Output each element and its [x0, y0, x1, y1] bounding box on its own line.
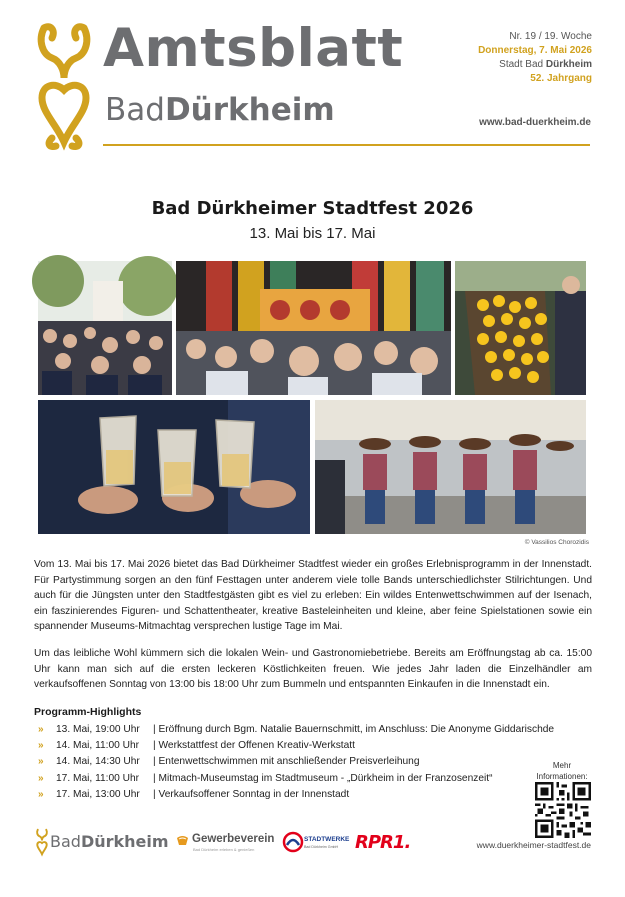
header-website-link[interactable]: www.bad-duerkheim.de: [479, 117, 591, 128]
header-divider: [103, 144, 590, 146]
article-dateline: 13. Mai bis 17. Mai: [249, 225, 376, 242]
chevron-right-icon: »: [38, 772, 44, 784]
issue-date: Donnerstag, 7. Mai 2026: [478, 45, 592, 56]
more-info-line2: Informationen:: [536, 772, 588, 781]
issue-volume: 52. Jahrgang: [530, 73, 592, 84]
highlights-list: [38, 721, 554, 802]
issue-number: Nr. 19 / 19. Woche: [509, 31, 592, 42]
rpr1-logo: RPR1.: [355, 832, 411, 853]
issue-city-light: Stadt Bad: [499, 59, 544, 70]
highlight-item: [38, 770, 554, 786]
masthead-title: Amtsblatt: [103, 18, 404, 79]
highlight-item: [38, 721, 554, 737]
highlight-item: [38, 786, 554, 802]
highlight-date: 14. Mai, 14:30 Uhr: [56, 756, 140, 768]
bad-duerkheim-footer-logo-icon: [36, 828, 48, 856]
highlight-item: [38, 754, 554, 770]
masthead-subtitle: [105, 92, 335, 128]
footer-bad-duerkheim-logo: [50, 832, 169, 851]
footer-bdk-light: Bad: [50, 832, 81, 851]
bad-duerkheim-logo-icon: [36, 20, 92, 150]
gewerbeverein-name: Gewerbeverein: [192, 833, 275, 845]
stadtwerke-logo: [282, 831, 350, 855]
highlights-title: Programm-Highlights: [34, 706, 142, 718]
gewerbeverein-tagline: Bad Dürkheim erleben & genießen: [193, 847, 255, 852]
photo-credit: © Vassilios Chorozidis: [524, 539, 589, 546]
issue-info: [478, 30, 592, 86]
chevron-right-icon: »: [38, 739, 44, 751]
footer-website-link[interactable]: www.duerkheimer-stadtfest.de: [476, 840, 591, 850]
article-paragraph-2: Um das leibliche Wohl kümmern sich die lokalen Wein- und Gastronomiebetriebe. Bereits am Eröffnungstag ab ca. 15:00 Uhr kann man sich auf die ersten leckeren Köstlichkeiten freuen. Wie jedes Jahr laden die Einzelhändler am verkaufsoffenen Sonntag von 13:00 bis 18:00 Uhr zum Bummeln und entspannten Einkaufen in die Innenstadt ein.: [34, 648, 592, 691]
article-headline: Bad Dürkheimer Stadtfest 2026: [151, 198, 474, 219]
article-paragraph-1: Vom 13. Mai bis 17. Mai 2026 bietet das Bad Dürkheimer Stadtfest wieder ein großes Erlebnisprogramm in der Innenstadt. Für Partystimmung sorgen an den fünf Festtagen unter anderem viele tolle Bands unterschiedlichster Stilrichtungen. Und auch für die Jüngsten unter den Stadtfestgästen gibt es viel zu erleben: Ein wildes Entenwettschwimmen auf der Isenach, ein faszinierendes Figuren- und Schattentheater, kreative Basteleinheiten und kleine, aber feine Spielstationen sowie ein spannender Museums-Mitmachtag versprechen lustige Tage im Mai.: [34, 559, 592, 633]
highlight-item: [38, 737, 554, 753]
masthead-subtitle-bold: Dürkheim: [164, 92, 335, 128]
highlight-date: 13. Mai, 19:00 Uhr: [56, 723, 140, 735]
highlight-date: 17. Mai, 13:00 Uhr: [56, 788, 140, 800]
highlight-text: | Eröffnung durch Bgm. Natalie Bauernschmitt, im Anschluss: Die Anonyme Giddarischde: [153, 723, 555, 735]
highlight-date: 17. Mai, 11:00 Uhr: [56, 772, 140, 784]
qr-code-icon[interactable]: [535, 782, 591, 838]
more-info-line1: Mehr: [552, 761, 572, 770]
chevron-right-icon: »: [38, 723, 44, 735]
stadtwerke-tagline: Bad Dürkheim GmbH: [304, 845, 339, 849]
photo-street-crowd: [38, 261, 172, 395]
footer-bdk-bold: Dürkheim: [80, 832, 169, 851]
photo-wine-toast: [38, 400, 310, 534]
highlight-text: | Werkstattfest der Offenen Kreativ-Werkstatt: [153, 739, 355, 751]
more-info-label: [532, 760, 592, 782]
chevron-right-icon: »: [38, 788, 44, 800]
issue-city-bold: Dürkheim: [545, 59, 592, 70]
photo-duck-race: [455, 261, 586, 395]
stadtwerke-name: STADTWERKE: [304, 836, 350, 843]
masthead-subtitle-light: Bad: [105, 92, 165, 128]
chevron-right-icon: »: [38, 756, 44, 768]
gewerbeverein-logo-icon: [176, 835, 189, 846]
photo-line-dancers: [315, 400, 586, 534]
issue-city: [478, 58, 592, 72]
highlight-text: | Entenwettschwimmen mit anschließender Preisverleihung: [153, 756, 420, 768]
highlight-date: 14. Mai, 11:00 Uhr: [56, 739, 140, 751]
highlight-text: | Verkaufsoffener Sonntag in der Innenstadt: [153, 788, 350, 800]
highlight-text: | Mitmach-Museumstag im Stadtmuseum - „Dürkheim in der Franzosenzeit“: [153, 772, 493, 784]
photo-concert-stage: [176, 261, 451, 395]
